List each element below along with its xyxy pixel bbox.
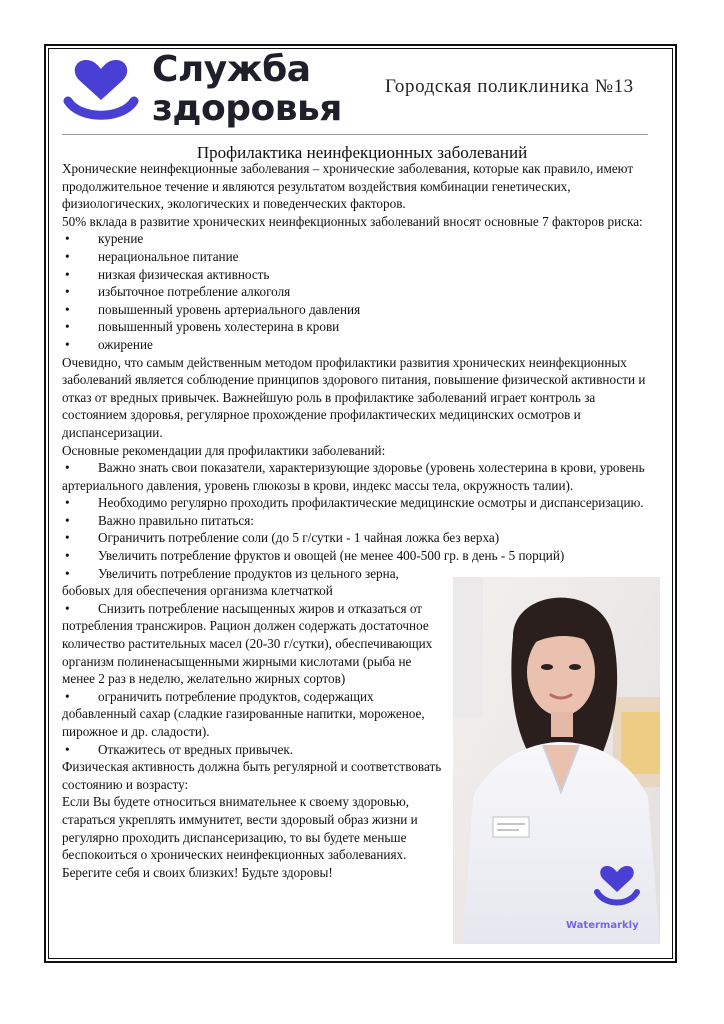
recommendation-item: • Важно правильно питаться:: [65, 512, 254, 528]
heart-smile-logo-icon: [62, 54, 140, 126]
recommendation-item: • Откажитесь от вредных привычек.: [65, 741, 294, 757]
brand-name: [152, 50, 342, 128]
risk-intro-paragraph: 50% вклада в развитие хронических неинфекционных заболеваний вносят основные 7 факторов риска:: [62, 213, 643, 229]
list-item: • низкая физическая активность: [62, 266, 662, 284]
intro-paragraph: Хронические неинфекционные заболевания – хронические заболевания, которые как правило, имеют продолжительное течение и являются результатом воздействия комбинации генетических, физиологических, экологических и поведенческих факторов.: [62, 161, 634, 212]
watermark-label: Watermarkly: [566, 920, 639, 931]
risk-factor-list: [62, 230, 662, 353]
list-item: • ожирение: [62, 336, 662, 354]
closing-paragraph: Если Вы будете относиться внимательнее к своему здоровью, стараться укреплять иммунитет, вести здоровый образ жизни и регулярно проходить диспансеризацию, то вы будете меньше беспокоиться о хронических неинфекционных заболеваниях.: [62, 794, 418, 863]
list-item: • курение: [62, 230, 662, 248]
activity-paragraph: Физическая активность должна быть регулярной и соответствовать состоянию и возрасту:: [62, 759, 442, 792]
recommendation-item: • ограничить потребление продуктов, содержащих добавленный сахар (сладкие газированные напитки, мороженое, пирожное и др. сладости).: [62, 688, 425, 739]
brand-line-2: здоровья: [152, 88, 342, 129]
doctor-photo-illustration: [453, 577, 660, 944]
prevention-paragraph: Очевидно, что самым действенным методом профилактики развития хронических неинфекционных заболеваний является соблюдение принципов здорового питания, повышение физической активности и отказ от вредных привычек. Важнейшую роль в профилактике заболеваний играет контроль за состоянием здоровья, регулярное прохождение профилактических медицинских осмотров и диспансеризации.: [62, 354, 646, 440]
list-item: • нерациональное питание: [62, 248, 662, 266]
clinic-name: Городская поликлиника №13: [385, 76, 634, 97]
recommendation-item: • Ограничить потребление соли (до 5 г/сутки - 1 чайная ложка без верха): [65, 530, 500, 546]
recommendation-item: • Снизить потребление насыщенных жиров и отказаться от потребления трансжиров. Рацион должен содержать достаточное количество растительных масел (20-30 г/сутки), обеспечивающих организм полиненасыщенными жирными кислотами (рыба не менее 2 раз в неделю, желательно жирных сортов): [62, 600, 433, 687]
brand-line-1: Служба: [152, 49, 311, 90]
list-item: • избыточное потребление алкоголя: [62, 283, 662, 301]
farewell-line: Берегите себя и своих близких! Будьте здоровы!: [62, 864, 333, 880]
recommendation-item: • Увеличить потребление продуктов из цельного зерна, бобовых для обеспечения организма клетчаткой: [62, 565, 399, 599]
recommendation-item: • Увеличить потребление фруктов и овощей (не менее 400-500 гр. в день - 5 порций): [65, 548, 565, 564]
list-item: • повышенный уровень холестерина в крови: [62, 318, 662, 336]
recommendation-item: • Важно знать свои показатели, характеризующие здоровье (уровень холестерина в крови, уровень артериального давления, уровень глюкозы в крови, индекс массы тела, окружность талии).: [62, 460, 645, 493]
page-title: Профилактика неинфекционных заболеваний: [196, 143, 528, 162]
recommendations-intro: Основные рекомендации для профилактики заболеваний:: [62, 442, 386, 458]
list-item: • повышенный уровень артериального давления: [62, 301, 662, 319]
header-divider: [62, 134, 648, 135]
recommendation-item: • Необходимо регулярно проходить профилактические медицинские осмотры и диспансеризацию.: [65, 495, 644, 511]
doctor-photo: [453, 577, 660, 944]
